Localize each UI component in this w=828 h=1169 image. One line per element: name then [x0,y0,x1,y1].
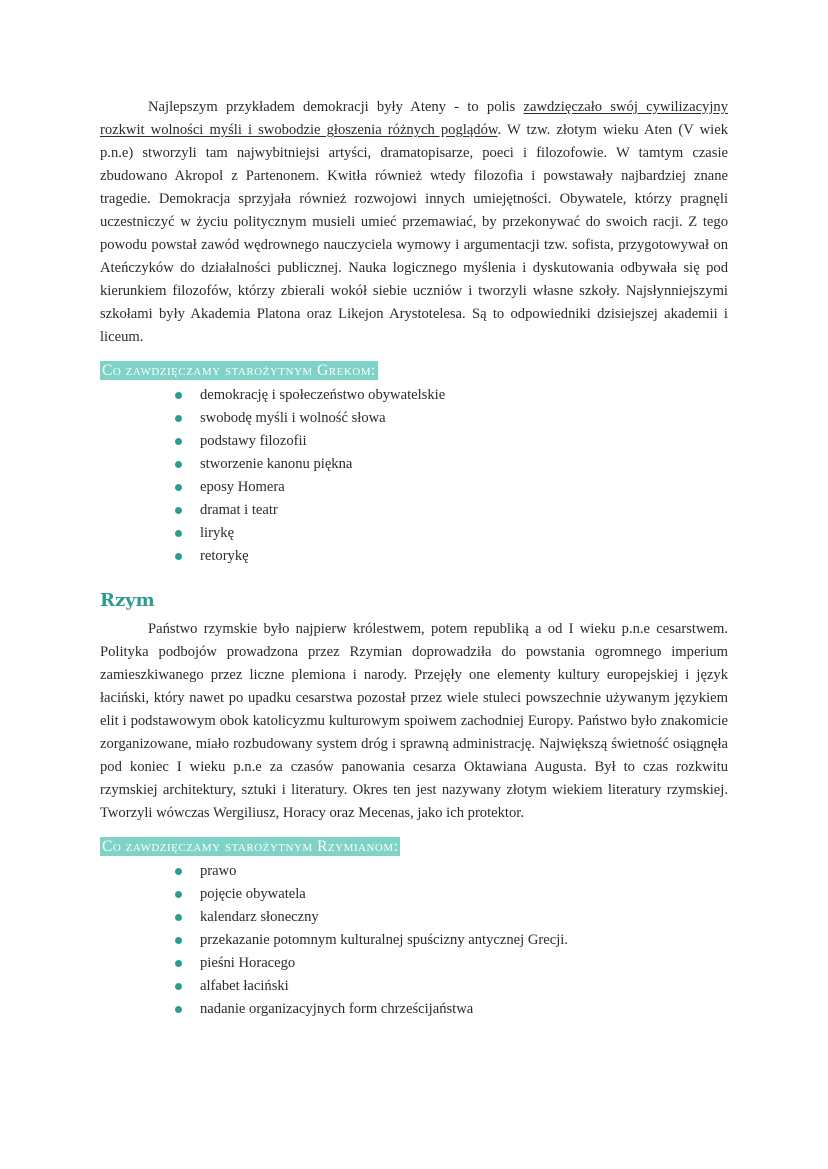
bullet-icon [175,530,182,537]
greek-list [100,384,728,568]
intro-rest: . W tzw. złotym wieku Aten (V wiek p.n.e) stworzyli tam najwybitniejsi artyści, dramatopisarze, poeci i filozofowie. W tamtym czasie zbudowano Akropol z Partenonem. Kwitła również wtedy filozofia i powstawały najbardziej znane tragedie. Demokracja sprzyjała również rozwojowi innych umiejętności. Obywatele, którzy pragnęli uczestniczyć w życiu politycznym musieli umieć przemawiać, by przekonywać do swoich racji. Z tego powodu powstał zawód wędrownego nauczyciela wymowy i argumentacji tzw. sofista, przygotowywał on Ateńczyków do działalności publicznej. Nauka logicznego myślenia i dyskutowania odbywała się pod kierunkiem filozofów, którzy zbierali wokół siebie uczniów i tworzyli własne szkoły. Najsłynniejszymi szkołami były Akademia Platona oraz Likejon Arystotelesa. Są to odpowiedniki dzisiejszej akademii i liceum. [100,122,728,345]
list-item: dramat i teatr [175,499,728,522]
list-item: lirykę [175,522,728,545]
list-item: prawo [175,860,728,883]
bullet-icon [175,1006,182,1013]
bullet-icon [175,914,182,921]
list-item: podstawy filozofii [175,430,728,453]
bullet-icon [175,415,182,422]
bullet-icon [175,461,182,468]
greek-heading-wrap [100,361,728,380]
list-item: przekazanie potomnym kulturalnej spuścizny antycznej Grecji. [175,929,728,952]
list-item: nadanie organizacyjnych form chrześcijaństwa [175,998,728,1021]
intro-paragraph [100,96,728,349]
bullet-icon [175,392,182,399]
roman-list [100,860,728,1021]
list-item: pieśni Horacego [175,952,728,975]
rome-paragraph: Państwo rzymskie było najpierw królestwem, potem republiką a od I wieku p.n.e cesarstwem. Polityka podbojów prowadzona przez Rzymian doprowadziła do powstania ogromnego imperium zamieszkiwanego przez liczne plemiona i narody. Przejęły one elementy kultury europejskiej i język łaciński, który nawet po upadku cesarstwa pozostał przez wiele stuleci powszechnie używanym językiem elit i podstawowym obok katolicyzmu kulturowym spoiwem zachodniej Europy. Państwo było znakomicie zorganizowane, miało rozbudowany system dróg i sprawną administrację. Największą świetność osiągnęła pod koniec I wieku p.n.e za czasów panowania cesarza Oktawiana Augusta. Był to czas rozkwitu rzymskiej architektury, sztuki i literatury. Okres ten jest nazywany złotym wiekiem literatury rzymskiej. Tworzyli wówczas Wergiliusz, Horacy oraz Mecenas, jako ich protektor. [100,621,728,821]
roman-heading-wrap [100,837,728,856]
roman-section-heading: Co zawdzięczamy starożytnym Rzymianom: [102,838,399,855]
list-item: pojęcie obywatela [175,883,728,906]
bullet-icon [175,438,182,445]
bullet-icon [175,507,182,514]
list-item: stworzenie kanonu piękna [175,453,728,476]
list-item: demokrację i społeczeństwo obywatelskie [175,384,728,407]
list-item: retorykę [175,545,728,568]
list-item: kalendarz słoneczny [175,906,728,929]
bullet-icon [175,937,182,944]
rome-heading: Rzym [100,590,155,611]
list-item: eposy Homera [175,476,728,499]
underlined-phrase: zawdzięczało swój cywilizacyjny rozkwit wolności myśli i swobodzie głoszenia różnych poglądów [100,99,728,138]
bullet-icon [175,553,182,560]
bullet-icon [175,484,182,491]
bullet-icon [175,960,182,967]
bullet-icon [175,891,182,898]
bullet-icon [175,868,182,875]
list-item: alfabet łaciński [175,975,728,998]
greek-section-heading: Co zawdzięczamy starożytnym Grekom: [102,362,376,379]
list-item: swobodę myśli i wolność słowa [175,407,728,430]
bullet-icon [175,983,182,990]
intro-lead: Najlepszym przykładem demokracji były Ateny - to polis [148,99,524,115]
